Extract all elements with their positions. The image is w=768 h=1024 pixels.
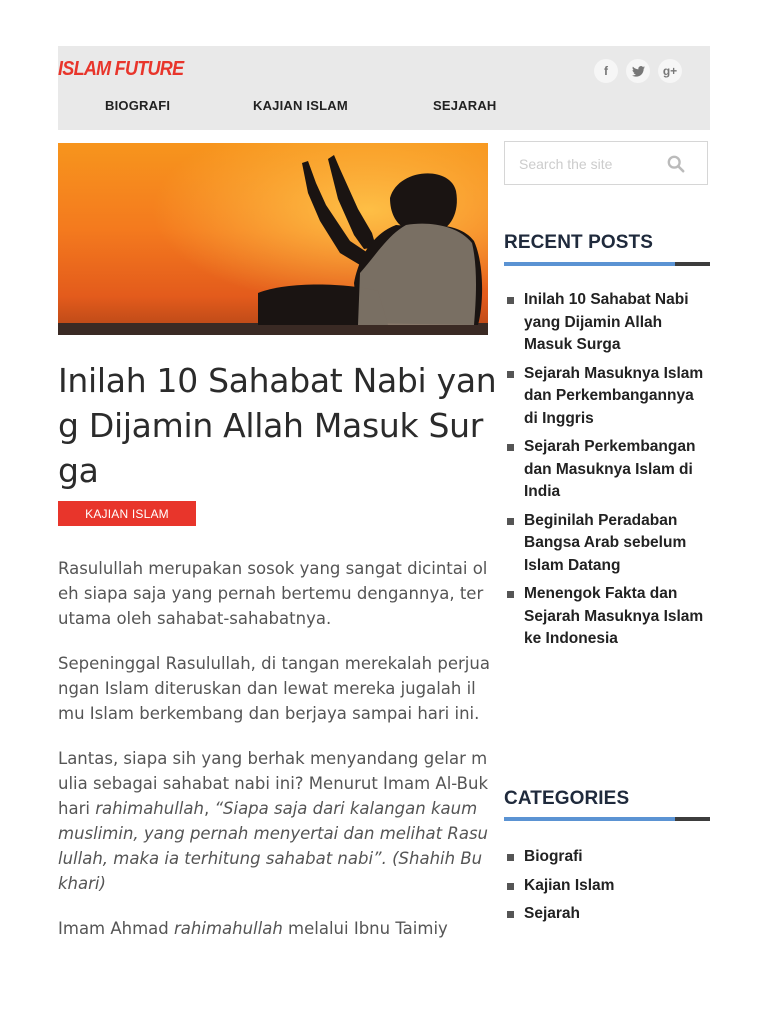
site-header bbox=[58, 46, 710, 130]
recent-post-link[interactable]: Inilah 10 Sahabat Nabi yang Dijamin Allah Masuk Surga bbox=[524, 291, 689, 353]
recent-posts-title: RECENT POSTS bbox=[504, 232, 653, 253]
recent-post-link[interactable]: Beginilah Peradaban Bangsa Arab sebelum Islam Datang bbox=[524, 511, 687, 574]
bullet-icon bbox=[507, 297, 514, 304]
recent-posts-list bbox=[504, 289, 710, 657]
post-title: Inilah 10 Sahabat Nabi yang Dijamin Allah Masuk Surga bbox=[58, 361, 497, 490]
italic-text: rahimahullah bbox=[95, 799, 204, 818]
recent-post-link[interactable]: Sejarah Perkembangan dan Masuknya Islam di India bbox=[524, 438, 696, 500]
italic-text: rahimahullah bbox=[174, 919, 283, 938]
text: , bbox=[203, 799, 215, 818]
bullet-icon bbox=[507, 591, 514, 598]
recent-post-item[interactable] bbox=[504, 436, 710, 504]
category-badge[interactable]: KAJIAN ISLAM bbox=[58, 501, 196, 526]
nav-kajian-islam[interactable]: KAJIAN ISLAM bbox=[253, 98, 348, 113]
recent-post-item[interactable] bbox=[504, 510, 710, 578]
featured-image[interactable] bbox=[58, 143, 488, 335]
nav-biografi[interactable]: BIOGRAFI bbox=[105, 98, 171, 113]
twitter-icon[interactable] bbox=[626, 59, 650, 83]
paragraph: Rasulullah merupakan sosok yang sangat dicintai oleh siapa saja yang pernah bertemu dengannya, terutama oleh sahabat-sahabatnya. bbox=[58, 559, 488, 628]
category-link[interactable]: Biografi bbox=[524, 848, 583, 865]
text: Lantas, siapa sih yang berhak menyandang gelar mulia sebagai sahabat nabi ini? Menurut Imam Al-Bukhari bbox=[58, 749, 488, 818]
paragraph bbox=[58, 916, 490, 941]
category-link[interactable]: Kajian Islam bbox=[524, 876, 615, 894]
search-box bbox=[504, 141, 708, 185]
paragraph: Sepeninggal Rasulullah, di tangan merekalah perjuangan Islam diteruskan dan lewat mereka jugalah ilmu Islam berkembang dan berjaya sampai hari ini. bbox=[58, 654, 490, 723]
bullet-icon bbox=[507, 518, 514, 525]
search-icon[interactable] bbox=[667, 155, 685, 173]
recent-post-item[interactable] bbox=[504, 289, 710, 357]
nav-sejarah[interactable]: SEJARAH bbox=[433, 98, 497, 113]
categories-list bbox=[504, 846, 710, 932]
text: melalui Ibnu Taimiy bbox=[282, 919, 448, 938]
bullet-icon bbox=[507, 444, 514, 451]
post-content bbox=[58, 556, 490, 961]
site-logo[interactable]: ISLAM FUTURE bbox=[58, 58, 184, 80]
category-item[interactable] bbox=[504, 846, 710, 869]
bullet-icon bbox=[507, 854, 514, 861]
text: Imam Ahmad bbox=[58, 919, 175, 938]
search-input[interactable] bbox=[517, 152, 661, 176]
google-plus-icon[interactable]: g+ bbox=[658, 59, 682, 83]
bullet-icon bbox=[507, 911, 514, 918]
social-links bbox=[594, 59, 682, 83]
paragraph bbox=[58, 746, 490, 896]
recent-post-item[interactable] bbox=[504, 363, 710, 431]
categories-divider bbox=[504, 817, 710, 821]
quote-text: “Siapa saja dari kalangan kaum muslimin, yang pernah menyertai dan melihat Rasulullah, maka ia terhitung sahabat nabi”. (Shahih Bukhari) bbox=[58, 799, 489, 893]
recent-posts-divider bbox=[504, 262, 710, 266]
bullet-icon bbox=[507, 371, 514, 378]
recent-post-item[interactable] bbox=[504, 583, 710, 651]
category-item[interactable] bbox=[504, 903, 710, 926]
recent-post-link[interactable]: Menengok Fakta dan Sejarah Masuknya Islam ke Indonesia bbox=[524, 585, 704, 647]
recent-post-link[interactable]: Sejarah Masuknya Islam dan Perkembangannya di Inggris bbox=[524, 364, 704, 427]
facebook-icon[interactable]: f bbox=[594, 59, 618, 83]
categories-title: CATEGORIES bbox=[504, 788, 630, 809]
category-item[interactable] bbox=[504, 875, 710, 898]
category-link[interactable]: Sejarah bbox=[524, 905, 581, 922]
bullet-icon bbox=[507, 883, 514, 890]
